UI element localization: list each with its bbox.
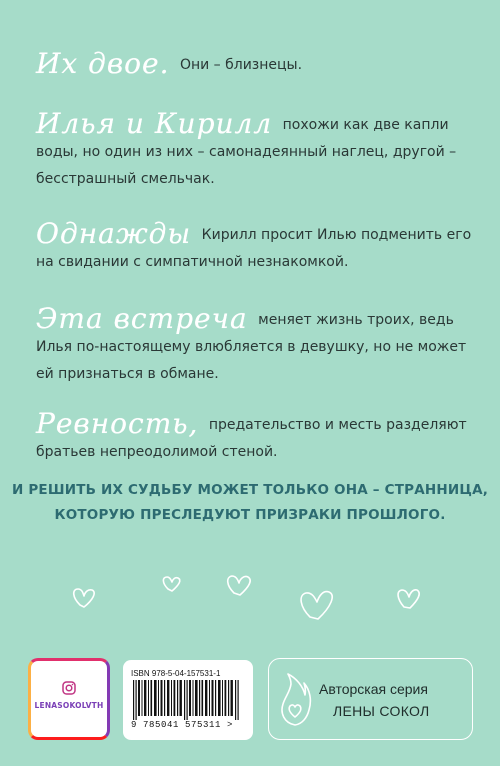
decorative-hearts xyxy=(0,555,500,635)
barcode-graphic xyxy=(131,680,245,720)
instagram-icon xyxy=(62,681,76,695)
series-label: Авторская серия xyxy=(319,681,428,697)
series-author: ЛЕНЫ СОКОЛ xyxy=(333,703,430,719)
blurb-paragraph-3 xyxy=(36,217,476,276)
tagline-line-2: КОТОРУЮ ПРЕСЛЕДУЮТ ПРИЗРАКИ ПРОШЛОГО. xyxy=(54,507,446,523)
series-badge xyxy=(268,658,473,740)
paragraph-text: Кирилл просит Илью подменить его на свидании с симпатичной незнакомкой. xyxy=(36,227,472,270)
barcode-panel xyxy=(123,660,253,740)
paragraph-text: похожи как две капли воды, но один из них – самонадеянный наглец, другой – бесстрашный смельчак. xyxy=(36,117,457,187)
flame-heart-icon xyxy=(278,673,312,727)
script-heading: Илья и Кирилл xyxy=(36,107,273,140)
paragraph-text: предательство и месть разделяют братьев непреодолимой стеной. xyxy=(36,417,467,460)
script-heading: Ревность, xyxy=(36,407,199,440)
heart-icon xyxy=(163,577,179,591)
script-heading: Однажды xyxy=(36,217,192,250)
instagram-badge xyxy=(28,658,110,740)
blurb-paragraph-2 xyxy=(36,107,476,193)
heart-icon xyxy=(301,592,332,619)
blurb-paragraph-4 xyxy=(36,302,476,388)
blurb-paragraph-5 xyxy=(36,407,476,466)
paragraph-text: меняет жизнь троих, ведь Илья по-настоящему влюбляется в девушку, но не может ей признаться в обмане. xyxy=(36,312,467,382)
script-heading: Их двое. xyxy=(36,47,170,80)
blurb-paragraph-1 xyxy=(36,47,476,80)
heart-icon xyxy=(228,576,250,595)
paragraph-text: Они – близнецы. xyxy=(179,57,303,73)
heart-icon xyxy=(74,589,94,607)
instagram-handle: LENASOKOLVTH xyxy=(34,701,104,710)
tagline xyxy=(0,478,500,528)
script-heading: Эта встреча xyxy=(36,302,248,335)
heart-icon xyxy=(398,590,419,608)
barcode-number: 9 785041 575311 > xyxy=(131,720,234,730)
isbn-label: ISBN 978-5-04-157531-1 xyxy=(131,669,221,678)
tagline-line-1: И РЕШИТЬ ИХ СУДЬБУ МОЖЕТ ТОЛЬКО ОНА – СТРАННИЦА, xyxy=(11,482,489,498)
